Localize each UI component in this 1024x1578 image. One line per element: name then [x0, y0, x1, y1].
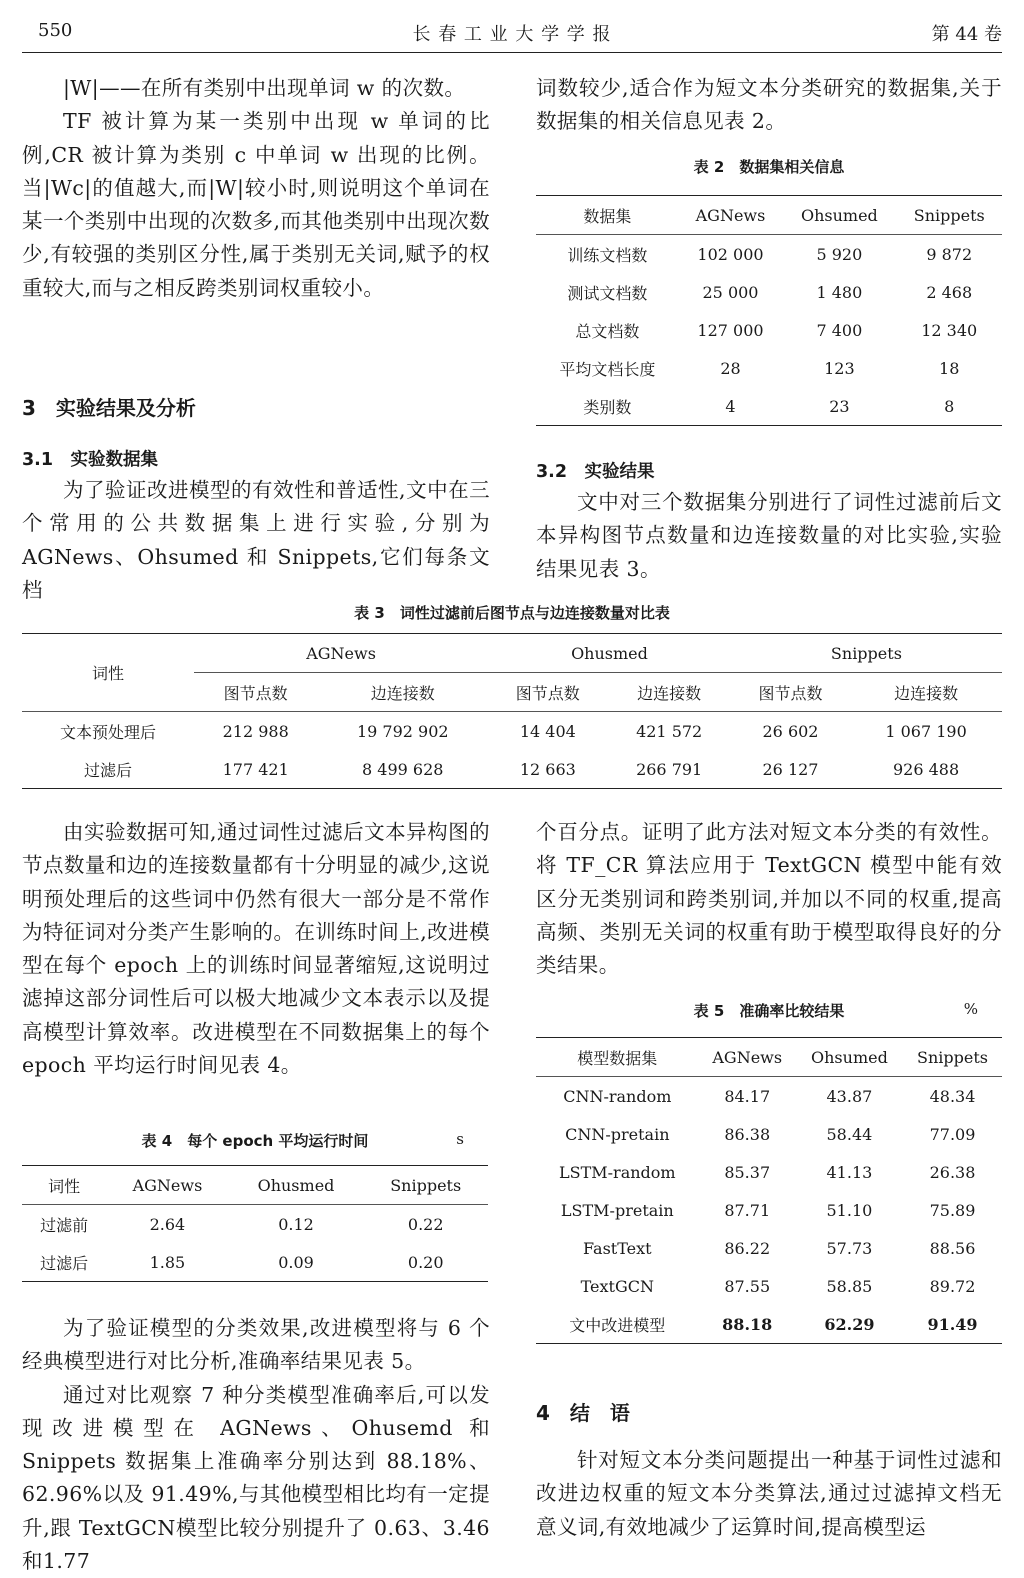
table-cell: 51.10: [826, 1200, 873, 1220]
paragraph-conclusion: 针对短文本分类问题提出一种基于词性过滤和改进边权重的短文本分类算法,通过过滤掉文档无意义词,有效地减少了运算时间,提高模型运: [536, 1448, 1002, 1539]
table-cell: 0.22: [407, 1214, 444, 1234]
table-cell-bold: 88.18: [722, 1314, 773, 1334]
table-row: [536, 235, 1002, 274]
table-cell: 1 480: [816, 282, 863, 302]
table-2: [536, 195, 1002, 426]
table-3-block: [22, 602, 1002, 789]
table-cell: 421 572: [636, 721, 703, 741]
column-header: 边连接数: [607, 673, 730, 712]
table-cell: 26 127: [762, 759, 819, 779]
table-cell: LSTM-random: [559, 1162, 676, 1182]
table-cell: LSTM-pretain: [560, 1200, 674, 1220]
column-header: Ohsumed: [796, 1038, 903, 1077]
paragraph-accuracy: 通过对比观察 7 种分类模型准确率后,可以发现改进模型在 AGNews、Ohusemd 和Snippets 数据集上准确率分别达到 88.18%、62.96%以及 91.49%,与其他模型相比均有一定提升,跟 TextGCN模型比较分别提升了 0.63、3.46 和1.77: [22, 1382, 490, 1574]
table-row: [536, 1077, 1002, 1116]
table-cell: 2.64: [149, 1214, 186, 1234]
left-column-top: [22, 72, 490, 305]
table-row: [536, 387, 1002, 426]
group-header: AGNews: [194, 634, 488, 673]
column-header: 边连接数: [317, 673, 488, 712]
table-cell: 14 404: [519, 721, 576, 741]
paragraph-compare: 为了验证模型的分类效果,改进模型将与 6 个经典模型进行对比分析,准确率结果见表 5。: [22, 1316, 490, 1374]
table-row: [536, 1153, 1002, 1191]
paragraph-conclusion-effect-block: [536, 816, 1002, 982]
table-cell: 58.44: [826, 1124, 873, 1144]
column-header: Ohusmed: [229, 1166, 364, 1205]
table-cell: 平均文档长度: [559, 359, 656, 379]
table-cell: 9 872: [926, 244, 973, 264]
journal-title: 长 春 工 业 大 学 学 报: [412, 24, 612, 45]
column-header: 图节点数: [731, 673, 850, 712]
table-cell: 过滤后: [40, 1253, 89, 1273]
volume-label: 第 44 卷: [931, 24, 1002, 45]
table-cell: 25 000: [702, 282, 759, 302]
section-3-2-heading: 3.2 实验结果: [536, 462, 655, 482]
table-cell: 文本预处理后: [59, 722, 156, 742]
table-cell: 测试文档数: [567, 283, 648, 303]
column-header: Ohsumed: [782, 196, 896, 235]
table-cell: 8 499 628: [362, 759, 444, 779]
paragraph-conclusion-effect: 个百分点。证明了此方法对短文本分类的有效性。将 TF_CR 算法应用于 TextGCN 模型中能有效区分无类别词和跨类别词,并加以不同的权重,提高高频、类别无关词的权重有助于模型取得良好的分类结果。: [536, 820, 1002, 978]
table-cell: CNN-random: [563, 1086, 672, 1106]
table-cell: TextGCN: [580, 1276, 654, 1296]
table-row: [536, 1191, 1002, 1229]
group-header: Ohusmed: [488, 634, 731, 673]
table-header-row: [536, 1038, 1002, 1077]
table-cell: 28: [720, 358, 741, 378]
table-cell: 57.73: [826, 1238, 873, 1258]
table-cell: 5 920: [816, 244, 863, 264]
table-cell: 0.12: [278, 1214, 314, 1234]
table-cell: 0.20: [407, 1252, 444, 1272]
table-row: [536, 273, 1002, 311]
column-header: 图节点数: [488, 673, 607, 712]
column-header: AGNews: [679, 196, 783, 235]
table-cell: 文中改进模型: [569, 1315, 666, 1335]
paragraph-conclusion-block: [536, 1444, 1002, 1544]
table-cell-bold: 62.29: [824, 1314, 875, 1334]
table-cell: 102 000: [697, 244, 764, 264]
column-header: 边连接数: [850, 673, 1002, 712]
table-row: [22, 750, 1002, 789]
table-cell: 58.85: [826, 1276, 873, 1296]
table-row: [536, 1229, 1002, 1267]
table-4: [22, 1165, 488, 1282]
right-column-top: [536, 72, 1002, 139]
page-number: 550: [38, 20, 73, 41]
table-row: [536, 1267, 1002, 1305]
table-cell: 过滤前: [40, 1215, 89, 1235]
table-header-row: [536, 196, 1002, 235]
table-5-block: [536, 1000, 1002, 1344]
column-header: Snippets: [896, 196, 1002, 235]
section-4-heading: 4 结 语: [536, 1401, 630, 1425]
table-cell: 23: [829, 396, 850, 416]
table-cell: 8: [944, 396, 955, 416]
table-row: [536, 311, 1002, 349]
paragraph-w-definition: |W|——在所有类别中出现单词 w 的次数。: [63, 76, 466, 100]
table-row: [536, 1115, 1002, 1153]
section-3-heading: 3 实验结果及分析: [22, 396, 196, 420]
header-rule: [22, 52, 1002, 53]
table-cell: FastText: [583, 1238, 652, 1258]
table-4-caption: [22, 1130, 488, 1151]
table-cell: 18: [939, 358, 960, 378]
paragraph-analysis: 由实验数据可知,通过词性过滤后文本异构图的节点数量和边的连接数量都有十分明显的减少,这说明预处理后的这些词中仍然有很大一部分是不常作为特征词对分类产生影响的。在训练时间上,改进模型在每个 epoch 上的训练时间显著缩短,这说明过滤掉这部分词性后可以极大地减少文本表示以及提高模型计算效率。改进模型在不同数据集上的每个 epoch 平均运行时间见表 4。: [22, 820, 490, 1078]
table-cell: 训练文档数: [567, 245, 648, 265]
column-header: AGNews: [106, 1166, 228, 1205]
table-cell: 87.55: [724, 1276, 771, 1296]
table-header-row: [22, 1166, 488, 1205]
table-cell: 75.89: [929, 1200, 976, 1220]
column-header: Snippets: [363, 1166, 488, 1205]
table-cell: 0.09: [278, 1252, 314, 1272]
paragraph-analysis-block: [22, 816, 490, 1082]
table-cell: 127 000: [697, 320, 764, 340]
table-cell: 41.13: [826, 1162, 873, 1182]
table-5-caption-text: 表 5 准确率比较结果: [693, 1002, 845, 1020]
table-5-unit: %: [963, 1000, 978, 1018]
table-cell: 过滤后: [83, 760, 132, 780]
table-cell: 77.09: [929, 1124, 976, 1144]
table-cell: 123: [824, 358, 855, 378]
table-cell: 26.38: [929, 1162, 976, 1182]
table-row: [22, 712, 1002, 751]
row-header-label: 词性: [22, 634, 194, 712]
column-header: 模型数据集: [536, 1038, 699, 1077]
paragraph-results: 文中对三个数据集分别进行了词性过滤前后文本异构图节点数量和边连接数量的对比实验,实验结果见表 3。: [536, 490, 1002, 581]
table-2-caption: 表 2 数据集相关信息: [693, 158, 845, 176]
table-cell: 48.34: [929, 1086, 976, 1106]
table-cell: 12 340: [921, 320, 978, 340]
table-3-caption: 表 3 词性过滤前后图节点与边连接数量对比表: [354, 604, 670, 622]
section-3-1-heading: 3.1 实验数据集: [22, 450, 159, 470]
table-cell: 总文档数: [575, 321, 640, 341]
group-header: Snippets: [731, 634, 1002, 673]
table-5: [536, 1037, 1002, 1344]
table-cell: 85.37: [724, 1162, 771, 1182]
table-row: [22, 1205, 488, 1244]
table-row: [22, 1243, 488, 1282]
column-header: 词性: [22, 1166, 106, 1205]
table-cell: 12 663: [519, 759, 576, 779]
table-cell: 926 488: [892, 759, 960, 779]
table-cell: 86.22: [724, 1238, 771, 1258]
table-cell: 177 421: [222, 759, 289, 779]
table-4-block: [22, 1130, 488, 1282]
table-cell: 7 400: [816, 320, 863, 340]
paragraph-datasets-block: [22, 474, 490, 607]
table-cell: 2 468: [926, 282, 973, 302]
table-cell: 4: [725, 396, 736, 416]
table-cell-bold: 91.49: [927, 1314, 978, 1334]
table-group-header-row: [22, 634, 1002, 673]
table-2-block: [536, 156, 1002, 426]
table-row: [536, 349, 1002, 387]
column-header: Snippets: [903, 1038, 1002, 1077]
paragraph-tf-cr: TF 被计算为某一类别中出现 w 单词的比例,CR 被计算为类别 c 中单词 w 出现的比例。当|Wc|的值越大,而|W|较小时,则说明这个单词在某一个类别中出现的次数多,而其他类别中出现次数少,有较强的类别区分性,属于类别无关词,赋予的权重较大,而与之相反跨类别词权重较小。: [22, 109, 490, 300]
table-cell: 84.17: [724, 1086, 771, 1106]
column-header: 图节点数: [194, 673, 317, 712]
table-cell: 1 067 190: [885, 721, 967, 741]
paragraph-compare-block: [22, 1312, 490, 1578]
column-header: 数据集: [536, 196, 679, 235]
table-cell: CNN-pretain: [565, 1124, 670, 1144]
table-cell: 1.85: [149, 1252, 186, 1272]
table-cell: 266 791: [636, 759, 703, 779]
table-cell: 86.38: [724, 1124, 771, 1144]
table-cell: 87.71: [724, 1200, 771, 1220]
table-cell: 类别数: [583, 397, 632, 417]
paragraph-datasets: 为了验证改进模型的有效性和普适性,文中在三个常用的公共数据集上进行实验,分别为 AGNews、Ohsumed 和 Snippets,它们每条文档: [22, 478, 490, 602]
table-cell: 19 792 902: [356, 721, 449, 741]
table-cell: 212 988: [222, 721, 289, 741]
table-cell: 43.87: [826, 1086, 873, 1106]
table-cell: 89.72: [929, 1276, 976, 1296]
table-3: [22, 633, 1002, 789]
paragraph-results-block: [536, 486, 1002, 586]
table-4-caption-text: 表 4 每个 epoch 平均运行时间: [141, 1132, 369, 1150]
table-cell: 26 602: [762, 721, 819, 741]
table-cell: 88.56: [929, 1238, 976, 1258]
column-header: AGNews: [699, 1038, 796, 1077]
table-5-caption: [536, 1000, 1002, 1021]
table-row-highlight: [536, 1305, 1002, 1344]
paragraph-dataset-info: 词数较少,适合作为短文本分类研究的数据集,关于数据集的相关信息见表 2。: [536, 76, 1002, 134]
table-4-unit: s: [456, 1130, 464, 1148]
